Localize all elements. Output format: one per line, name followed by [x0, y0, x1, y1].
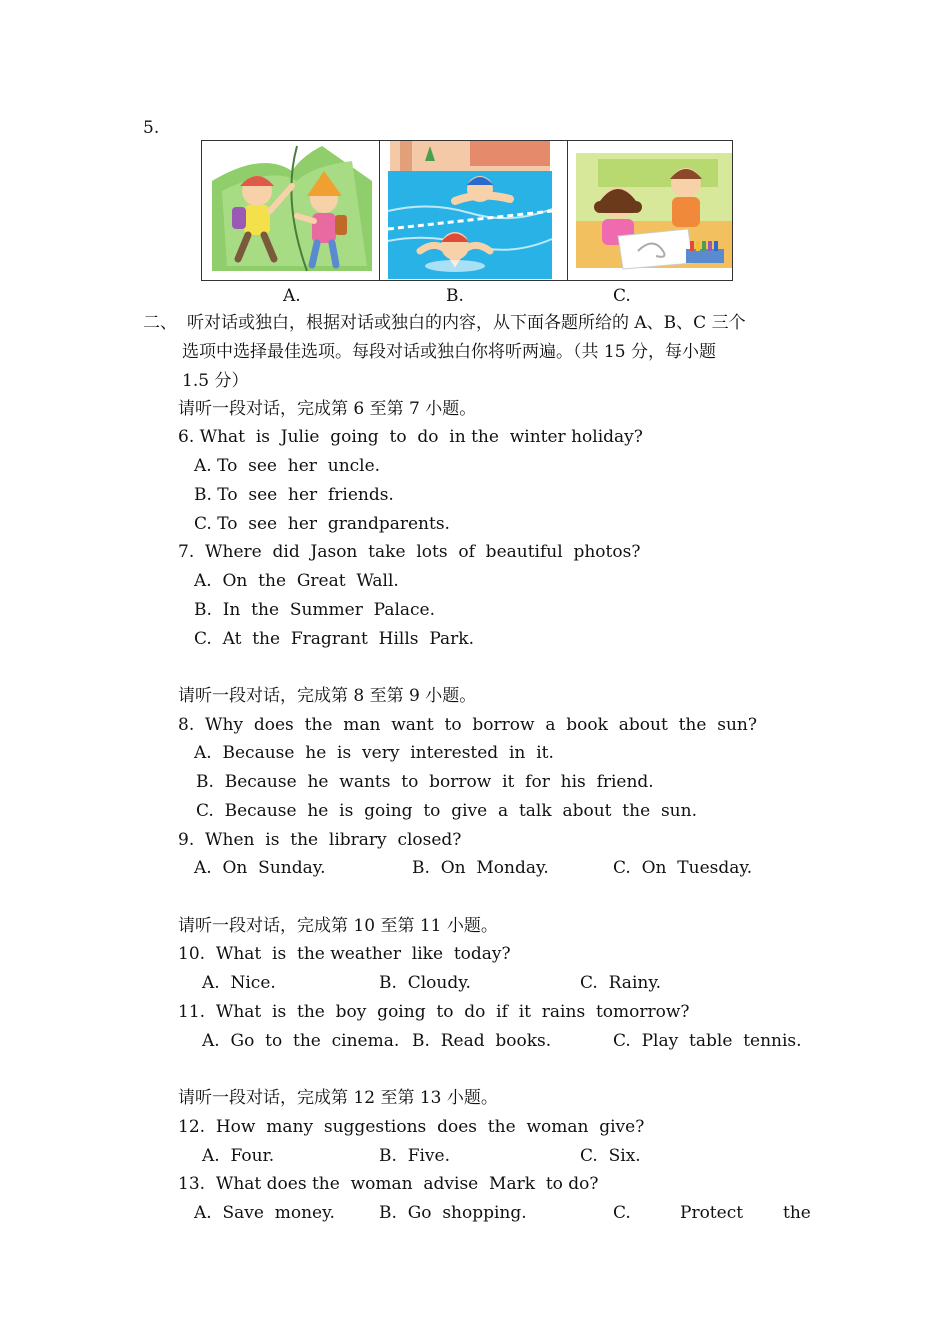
picture-options-table: [201, 140, 733, 281]
group-4-intro: 请听一段对话，完成第 12 至第 13 小题。: [178, 1088, 498, 1108]
question-7-stem: 7. Where did Jason take lots of beautiful photos?: [178, 542, 641, 562]
question-9-option-c: C. On Tuesday.: [613, 858, 753, 878]
question-12-stem: 12. How many suggestions does the woman give?: [178, 1117, 645, 1137]
question-12-option-b: B. Five.: [379, 1146, 451, 1166]
question-10-option-a: A. Nice.: [202, 973, 276, 993]
option-c-label: C.: [613, 286, 631, 306]
question-13-option-b: B. Go shopping.: [379, 1203, 527, 1223]
question-6-option-b: B. To see her friends.: [194, 485, 394, 505]
hiking-kids-illustration: [202, 141, 379, 280]
question-11-option-c: C. Play table tennis.: [613, 1031, 802, 1051]
section-2-number: 二、: [143, 313, 177, 333]
option-c-picture: [567, 141, 732, 280]
section-2-heading-line3: 1.5 分）: [182, 371, 249, 391]
option-b-picture: [379, 141, 567, 280]
question-12-option-a: A. Four.: [202, 1146, 275, 1166]
option-b-label: B.: [446, 286, 464, 306]
section-2-heading-line2: 选项中选择最佳选项。每段对话或独白你将听两遍。（共 15 分，每小题: [182, 342, 716, 362]
question-8-stem: 8. Why does the man want to borrow a book about the sun?: [178, 715, 757, 735]
question-8-option-b: B. Because he wants to borrow it for his friend.: [196, 772, 654, 792]
question-13-stem: 13. What does the woman advise Mark to do?: [178, 1174, 599, 1194]
group-1-intro: 请听一段对话，完成第 6 至第 7 小题。: [178, 399, 477, 419]
question-11-stem: 11. What is the boy going to do if it rains tomorrow?: [178, 1002, 690, 1022]
section-2-heading-line1: 听对话或独白，根据对话或独白的内容，从下面各题所给的 A、B、C 三个: [187, 313, 746, 333]
question-10-option-c: C. Rainy.: [580, 973, 662, 993]
question-9-option-a: A. On Sunday.: [194, 858, 326, 878]
question-7-option-c: C. At the Fragrant Hills Park.: [194, 629, 474, 649]
question-6-option-a: A. To see her uncle.: [194, 456, 381, 476]
question-13-option-c-word2: the: [783, 1203, 811, 1223]
group-3-intro: 请听一段对话，完成第 10 至第 11 小题。: [178, 916, 498, 936]
question-7-option-a: A. On the Great Wall.: [194, 571, 399, 591]
question-9-stem: 9. When is the library closed?: [178, 830, 462, 850]
question-12-option-c: C. Six.: [580, 1146, 641, 1166]
question-5-number: 5.: [143, 118, 160, 138]
question-6-option-c: C. To see her grandparents.: [194, 514, 450, 534]
question-7-option-b: B. In the Summer Palace.: [194, 600, 436, 620]
option-a-label: A.: [283, 286, 301, 306]
question-13-option-c-word1: Protect: [680, 1203, 744, 1223]
swimming-kids-illustration: [380, 141, 567, 280]
question-8-option-a: A. Because he is very interested in it.: [194, 743, 554, 763]
question-10-option-b: B. Cloudy.: [379, 973, 471, 993]
option-a-picture: [202, 141, 379, 280]
question-13-option-a: A. Save money.: [194, 1203, 335, 1223]
question-11-option-b: B. Read books.: [412, 1031, 552, 1051]
drawing-kids-illustration: [568, 141, 732, 280]
group-2-intro: 请听一段对话，完成第 8 至第 9 小题。: [178, 686, 477, 706]
question-11-option-a: A. Go to the cinema.: [202, 1031, 400, 1051]
question-9-option-b: B. On Monday.: [412, 858, 549, 878]
question-10-stem: 10. What is the weather like today?: [178, 944, 511, 964]
question-13-option-c-letter: C.: [613, 1203, 631, 1223]
question-6-stem: 6. What is Julie going to do in the winter holiday?: [178, 427, 643, 447]
question-8-option-c: C. Because he is going to give a talk about the sun.: [196, 801, 697, 821]
